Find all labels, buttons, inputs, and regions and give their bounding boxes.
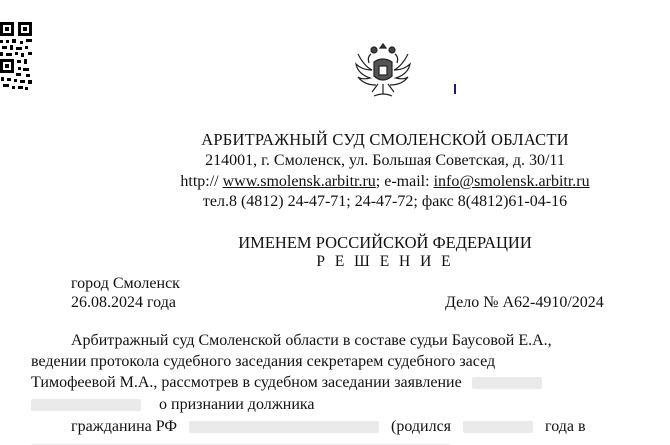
body-line-4-text: о признании должника [159, 396, 315, 413]
court-contacts [0, 173, 670, 191]
blue-mark [454, 84, 456, 94]
body-line-1: Арбитражный суд Смоленской области в составе судьи Баусовой Е.А., [71, 332, 552, 349]
body-line-3-text: Тимофеевой М.А., рассмотрев в судебном заседании заявление [31, 374, 462, 391]
body-line-4 [31, 396, 315, 414]
qr-code-icon [0, 20, 32, 92]
redacted-text [189, 421, 379, 433]
website-link[interactable]: www.smolensk.arbitr.ru [222, 173, 376, 190]
body-line-2: ведении протокола судебного заседания секретарем судебного засед [31, 353, 496, 370]
redacted-text [472, 377, 542, 389]
city: город Смоленск [71, 275, 180, 292]
decision-heading: ИМЕНЕМ РОССИЙСКОЙ ФЕДЕРАЦИИ [238, 233, 532, 252]
case-number: Дело № А62-4910/2024 [445, 294, 604, 311]
body-line-6 [31, 438, 451, 445]
http-prefix: http:// [180, 173, 219, 190]
court-address: 214001, г. Смоленск, ул. Большая Советская, д. 30/11 [205, 152, 565, 169]
email-prefix: ; e-mail: [375, 173, 430, 190]
body-line-5 [71, 418, 586, 436]
redacted-text [463, 421, 533, 433]
court-name: АРБИТРАЖНЫЙ СУД СМОЛЕНСКОЙ ОБЛАСТИ [201, 130, 569, 149]
decision-title: Р Е Ш Е Н И Е [316, 253, 454, 270]
coat-of-arms-icon [352, 40, 414, 100]
citizen-label: гражданина РФ [71, 418, 178, 435]
decision-date: 26.08.2024 года [71, 294, 176, 311]
year-label: года в [545, 418, 586, 435]
court-phones: тел.8 (4812) 24-47-71; 24-47-72; факс 8(4812)61-04-16 [202, 193, 568, 210]
body-line-3 [31, 374, 542, 392]
redacted-text [31, 399, 141, 411]
email-link[interactable]: info@smolensk.arbitr.ru [433, 173, 590, 190]
born-label: (родился [391, 418, 452, 435]
